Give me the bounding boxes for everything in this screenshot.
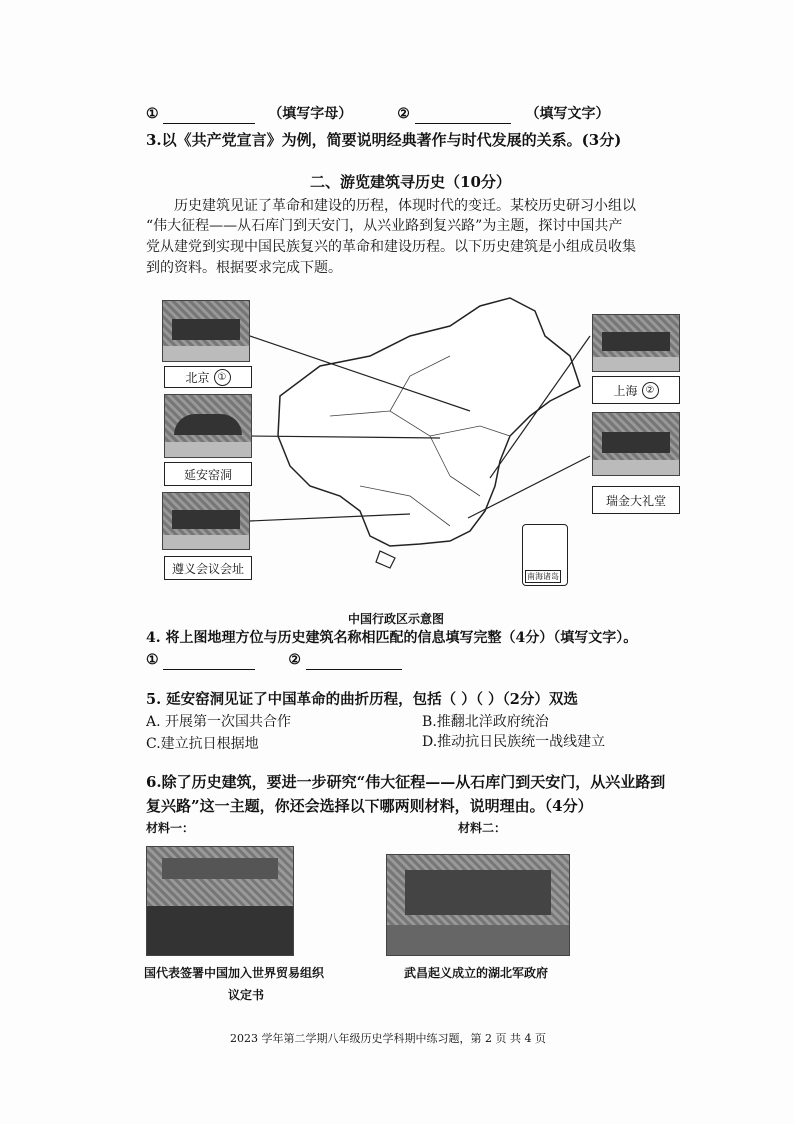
q5-option-a: A. 开展第一次国共合作 — [146, 714, 292, 730]
page-footer: 2023 学年第二学期八年级历史学科期中练习题，第 2 页 共 4 页 — [230, 1032, 546, 1045]
blank2-marker: ② — [397, 106, 410, 122]
material-1-caption-line-2: 议定书 — [228, 988, 265, 1002]
material-1-caption-line-1: 国代表签署中国加入世界贸易组织 — [144, 966, 325, 980]
south-china-sea-inset — [522, 524, 568, 586]
map-outline — [278, 298, 580, 546]
beijing-label — [164, 366, 252, 388]
hainan-island — [376, 551, 395, 568]
material-2-caption: 武昌起义成立的湖北军政府 — [404, 966, 549, 980]
question-4-blanks — [146, 650, 402, 670]
map-caption: 中国行政区示意图 — [348, 612, 445, 626]
question-4: 4. 将上图地理方位与历史建筑名称相匹配的信息填写完整（4分）（填写文字）。 — [146, 630, 638, 646]
yanan-photo — [164, 394, 252, 458]
question-6-line-1: 6.除了历史建筑，要进一步研究“伟大征程——从石库门到天安门，从兴业路到 — [146, 773, 666, 791]
top-blank-row — [146, 104, 610, 124]
intro-line-1: 历史建筑见证了革命和建设的历程，体现时代的变迁。某校历史研习小组以 — [174, 198, 636, 214]
q5-option-b: B.推翻北洋政府统治 — [422, 714, 549, 730]
q4-blank1-line[interactable] — [163, 653, 255, 670]
beijing-number: ① — [214, 369, 231, 386]
blank1-line[interactable] — [163, 107, 255, 124]
q4-blank1-marker: ① — [146, 652, 159, 668]
question-5: 5. 延安窑洞见证了中国革命的曲折历程，包括（ ）（ ）（2分）双选 — [146, 691, 578, 708]
material-2-photo — [386, 854, 570, 956]
beijing-photo — [162, 300, 250, 362]
blank1-marker: ① — [146, 106, 159, 122]
yanan-label: 延安窑洞 — [164, 462, 252, 486]
beijing-text: 北京 — [185, 370, 210, 385]
q4-blank2-line[interactable] — [306, 653, 402, 670]
zunyi-label: 遵义会议会址 — [164, 556, 252, 580]
intro-line-4: 到的资料。根据要求完成下题。 — [146, 260, 342, 276]
blank2-note: （填写文字） — [525, 106, 610, 122]
question-6-line-2: 复兴路”这一主题，你还会选择以下哪两则材料，说明理由。（4分） — [146, 797, 593, 815]
q5-option-c: C.建立抗日根据地 — [146, 736, 259, 752]
shanghai-text: 上海 — [613, 383, 638, 398]
question-3: 3.以《共产党宣言》为例，简要说明经典著作与时代发展的关系。(3分) — [146, 131, 622, 149]
shanghai-label — [592, 376, 680, 404]
material-1-photo — [146, 846, 294, 956]
section-2-title: 二、游览建筑寻历史（10分） — [310, 173, 511, 191]
material-2-label: 材料二： — [458, 821, 507, 835]
zunyi-photo — [162, 492, 250, 550]
intro-line-3: 党从建党到实现中国民族复兴的革命和建设历程。以下历史建筑是小组成员收集 — [146, 239, 636, 255]
material-1-label: 材料一： — [146, 821, 195, 835]
shanghai-number: ② — [642, 382, 659, 399]
blank2-line[interactable] — [415, 107, 511, 124]
map-figure — [150, 296, 690, 596]
intro-line-2: “伟大征程——从石库门到天安门，从兴业路到复兴路”为主题，探讨中国共产 — [146, 218, 623, 234]
q4-blank2-marker: ② — [288, 652, 301, 668]
inset-label: 南海诸岛 — [527, 572, 559, 581]
shanghai-photo — [592, 314, 680, 372]
blank1-note: （填写字母） — [268, 106, 353, 122]
ruijin-photo — [592, 412, 680, 476]
ruijin-label: 瑞金大礼堂 — [592, 486, 680, 514]
q5-option-d: D.推动抗日民族统一战线建立 — [422, 734, 606, 750]
